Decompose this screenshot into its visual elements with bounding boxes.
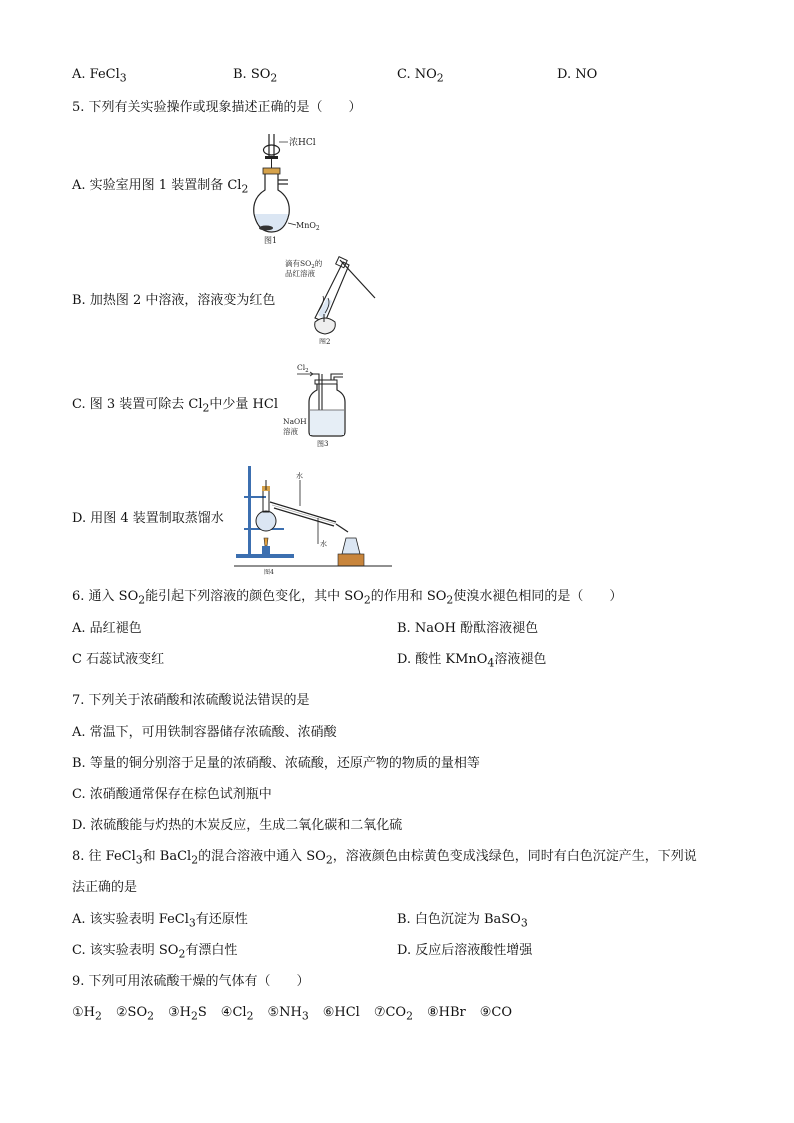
q8-stem-line2: 法正确的是 [72, 880, 138, 895]
fig1-caption: 图1 [264, 236, 278, 245]
q9-gas-item: $②SO_2$ [115, 1005, 154, 1023]
q4-option-d: D. NO [557, 67, 598, 82]
q4-option-b: B. $SO_2$ [233, 67, 278, 85]
q7-option-a: A. 常温下，可用铁制容器储存浓硫酸、浓硝酸 [72, 725, 337, 740]
q5-option-a: A. 实验室用图 1 装置制备 $Cl_2$ [72, 178, 249, 196]
q5-stem: 5. 下列有关实验操作或现象描述正确的是（ ） [72, 100, 362, 115]
fig2-label-line2: 品红溶液 [285, 269, 315, 278]
q9-gas-item: $③H_2S$ [168, 1005, 207, 1023]
fig4-caption: 图4 [264, 569, 274, 575]
q8-option-b: B. 白色沉淀为 BaSO$_3$ [397, 912, 528, 930]
figure-3-gas-washing-bottle [283, 358, 363, 448]
q9-gas-item: ⑥HCl [322, 1005, 360, 1020]
q7-stem: 7. 下列关于浓硝酸和浓硫酸说法错误的是 [72, 693, 310, 708]
q8-option-d: D. 反应后溶液酸性增强 [397, 943, 533, 958]
q9-gas-list [72, 1004, 526, 1026]
q9-stem: 9. 下列可用浓硫酸干燥的气体有（ ） [72, 974, 310, 989]
q6-option-a: A. 品红褪色 [72, 621, 142, 636]
fig1-label-conc-hcl: 浓HCl [289, 138, 316, 148]
q9-gas-item: ⑧HBr [426, 1005, 466, 1020]
figure-2-heating-test-tube [285, 256, 380, 344]
q6-option-b: B. NaOH 酚酞溶液褪色 [397, 621, 539, 636]
fig4-label-water-out: 水 [320, 540, 327, 548]
fig4-label-water-in: 水 [296, 472, 303, 480]
fig3-label-naoh: NaOH [283, 417, 307, 426]
figure-4-distillation-apparatus [234, 460, 394, 575]
fig2-caption: 图2 [319, 338, 331, 344]
q7-option-d: D. 浓硫酸能与灼热的木炭反应，生成二氧化碳和二氧化硫 [72, 818, 403, 833]
q8-option-a: A. 该实验表明 FeCl$_3$有还原性 [72, 912, 248, 930]
figure-1-chlorine-generator [252, 128, 332, 246]
q4-option-a: A. FeCl$_3$ [72, 67, 127, 85]
fig1-label-mno2: MnO$_2$ [296, 221, 320, 232]
q5-option-c: C. 图 3 装置可除去 $Cl_2$中少量 HCl [72, 397, 278, 415]
q6-option-c: C 石蕊试液变红 [72, 652, 165, 667]
fig3-caption: 图3 [317, 440, 329, 448]
q9-gas-item: $①H_2$ [72, 1005, 102, 1023]
fig3-label-solution: 溶液 [283, 427, 298, 436]
fig2-label-line1: 滴有$SO_2$的 [285, 259, 323, 270]
q9-gas-item: $⑤NH_3$ [267, 1005, 309, 1023]
q8-option-c: C. 该实验表明 $SO_2$有漂白性 [72, 943, 238, 961]
q7-option-b: B. 等量的铜分别溶于足量的浓硝酸、浓硫酸，还原产物的物质的量相等 [72, 756, 480, 771]
q6-stem: 6. 通入 $SO_2$能引起下列溶液的颜色变化，其中 $SO_2$的作用和 $SO_2$使溴水褪色相同的是（ ） [72, 589, 623, 607]
fig3-label-cl2: $Cl_2$ [297, 363, 309, 374]
q9-gas-item: $⑦CO_2$ [373, 1005, 413, 1023]
q4-option-c: C. $NO_2$ [397, 67, 444, 85]
q5-option-d: D. 用图 4 装置制取蒸馏水 [72, 511, 224, 526]
q9-gas-item: $④Cl_2$ [220, 1005, 254, 1023]
q8-stem-line1: 8. 往 FeCl$_3$和 BaCl$_2$的混合溶液中通入 $SO_2$，溶液颜色由棕黄色变成浅绿色，同时有白色沉淀产生，下列说 [72, 849, 697, 867]
q6-option-d: D. 酸性 KMnO$_4$溶液褪色 [397, 652, 547, 670]
q5-option-b: B. 加热图 2 中溶液，溶液变为红色 [72, 293, 276, 308]
q7-option-c: C. 浓硝酸通常保存在棕色试剂瓶中 [72, 787, 272, 802]
q9-gas-item: ⑨CO [479, 1005, 513, 1020]
